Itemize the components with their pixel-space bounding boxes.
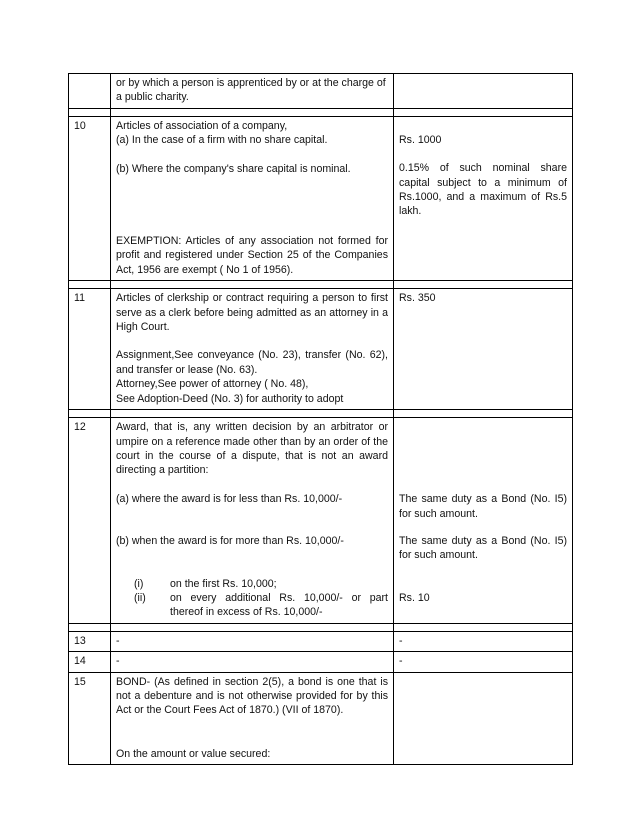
article-number-cell: 12 (69, 418, 111, 624)
duty-cell (394, 289, 573, 410)
description-cell (111, 672, 394, 765)
description-cell: - (111, 652, 394, 672)
article-description: Articles of clerkship or contract requiring a person to first serve as a clerk before being admitted as an attorney in a High Court. (116, 292, 388, 334)
spacer-row (69, 281, 573, 289)
sub-clause-number: (i) (134, 577, 144, 590)
duty-ii: Rs. 10 (399, 591, 430, 604)
article-title: Articles of association of a company, (116, 119, 288, 132)
table-row (69, 74, 573, 109)
cross-reference: Attorney,See power of attorney ( No. 48), (116, 378, 309, 391)
table-row (69, 289, 573, 410)
clause-a: (a) In the case of a firm with no share capital. (116, 134, 328, 147)
cross-reference: Assignment,See conveyance (No. 23), transfer (No. 62), and transfer or lease (No. 63). (116, 349, 388, 376)
article-number-cell (69, 74, 111, 109)
duty-value: Rs. 350 (399, 292, 436, 305)
exemption-note: EXEMPTION: Articles of any association not formed for profit and registered under Section 25 of the Companies Act, 1956 are exempt ( No 1 of 1956). (116, 235, 388, 276)
stamp-duty-document (68, 73, 572, 765)
description-cell (111, 289, 394, 410)
article-number-cell: 10 (69, 116, 111, 280)
clause-b: (b) when the award is for more than Rs. 10,000/- (116, 535, 344, 548)
duty-cell (394, 116, 573, 280)
sub-clause-text: on the first Rs. 10,000; (170, 577, 277, 590)
description-cell: - (111, 631, 394, 651)
sub-clause-text: on every additional Rs. 10,000/- or part thereof in excess of Rs. 10,000/- (170, 591, 388, 619)
duty-b: 0.15% of such nominal share capital subject to a minimum of Rs.1000, and a maximum of Rs.5 lakh. (399, 162, 567, 218)
spacer-row (69, 108, 573, 116)
description-cell (111, 74, 394, 109)
cross-reference: See Adoption-Deed (No. 3) for authority to adopt (116, 392, 344, 405)
table-row (69, 116, 573, 280)
sub-clause-ii (116, 591, 388, 620)
row-text: or by which a person is apprenticed by or at the charge of a public charity. (116, 77, 386, 104)
duty-a: The same duty as a Bond (No. I5) for such amount. (399, 493, 567, 520)
article-description: Award, that is, any written decision by an arbitrator or umpire on a reference made other than by an order of the court in the course of a dispute, that is not an award directing a partition: (116, 421, 388, 477)
sub-clause-i (116, 577, 388, 591)
article-number-cell: 11 (69, 289, 111, 410)
clause-a: (a) where the award is for less than Rs. 10,000/- (116, 492, 343, 505)
article-number-cell: 15 (69, 672, 111, 765)
sub-clause-number: (ii) (134, 591, 146, 604)
duty-cell: - (394, 631, 573, 651)
duty-b: The same duty as a Bond (No. I5) for such amount. (399, 534, 567, 562)
duty-cell (394, 672, 573, 765)
clause-b: (b) Where the company's share capital is nominal. (116, 162, 351, 175)
table-row (69, 631, 573, 651)
duty-a: Rs. 1000 (399, 133, 442, 146)
description-cell (111, 116, 394, 280)
table-row (69, 672, 573, 765)
table-row (69, 418, 573, 624)
table-row (69, 652, 573, 672)
article-number-cell: 13 (69, 631, 111, 651)
stamp-duty-table (68, 73, 573, 765)
duty-cell: - (394, 652, 573, 672)
spacer-row (69, 410, 573, 418)
article-number-cell: 14 (69, 652, 111, 672)
article-description: BOND- (As defined in section 2(5), a bond is one that is not a debenture and is not otherwise provided for by this Act or the Court Fees Act of 1870.) (VII of 1870). (116, 675, 388, 717)
duty-cell (394, 74, 573, 109)
secured-amount-note: On the amount or value secured: (116, 747, 271, 760)
duty-cell (394, 418, 573, 624)
spacer-row (69, 623, 573, 631)
description-cell (111, 418, 394, 624)
